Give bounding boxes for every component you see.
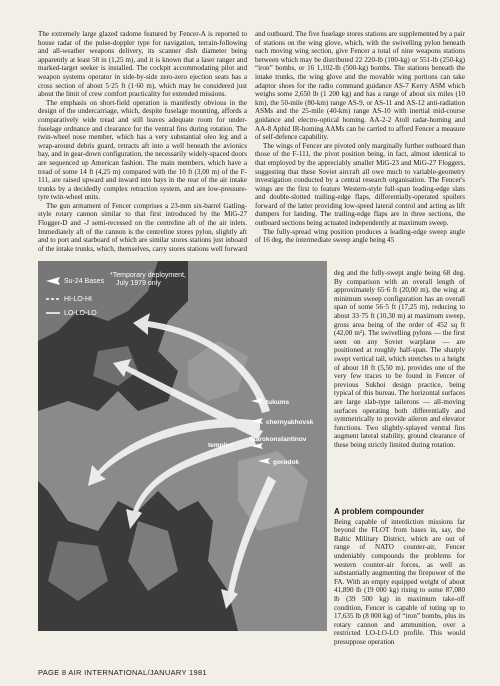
legend-bases: Su-24 Bases xyxy=(64,278,105,285)
map-svg xyxy=(38,261,327,631)
paragraph: deg and the fully-swept angle being 68 deg. By comparison with an overall length of approximately 65·6 ft (20,00 m), the wing at minimum sweep configuration has an overall span of some 56·5 ft (17,25 m), reducing to about 33·75 ft (10,30 m) at maximum sweep, gross area being of the order of 452 sq ft (42,00 m²). The swivelling pylons — the first seen on any Soviet warplane — are positioned at roughly half-span. The sharply swept vertical tail, which stretches to a height of about 18 ft (5,50 m), provides one of the very few traces to be found in Fencer of previous Sukhoi design practice, being typical of this bureau. The horizontal surfaces are large slab-type tailerons — all-moving surfaces operating both differentially and symmetrically to provide aileron and elevator functions. Two slightly-splayed ventral fins augment lateral stability, ground clearance of these being strictly limited during rotation. xyxy=(334,269,465,449)
paragraph: Being capable of interdiction missions far beyond the FLOT from bases in, say, the Baltic Military District, which are out of range of NATO counter-air, Fencer undeniably compounds the problems for western counter-air forces, as well as substantially augmenting the firepower of the FA. With an empty equipped weight of about 41,890 lb (19 000 kg) rising to some 87,080 lb (39 500 kg) in maximum take-off condition, Fencer is capable of toting up to 17,635 lb (8 000 kg) of “iron” bombs, plus its rotary cannon and ammunition, over a restricted LO-LO-LO profile. This would presuppose operation xyxy=(334,517,465,646)
paragraph: The extremely large glazed radome featured by Fencer-A is reported to house radar of the pulse-doppler type for navigation, terrain-following and all-weather weapons delivery, its scanner dish diameter being apparently at least 50 in (1,25 m), and it is known that a laser ranger and marked-target seeker is installed. The cockpit accommodating pilot and weapon systems operator in side-by-side zero-zero ejection seats has a cross section of about 5·25 ft (1·60 m), which may be considered just about the limit of crew comfort practicality for extended missions. xyxy=(38,30,247,99)
section-subhead: A problem compounder xyxy=(334,508,424,516)
legend-profile-hilohi: HI-LO-HI xyxy=(64,296,92,303)
europe-map-figure xyxy=(38,261,327,631)
place-chernyakhovsk: chernyakhovsk xyxy=(266,419,314,426)
place-tukums: tukums xyxy=(266,399,290,406)
legend-note-line1: *Temporary deployment, xyxy=(110,272,186,279)
place-gorodok: gorodok xyxy=(273,459,299,466)
right-column xyxy=(255,30,465,268)
paragraph: The fully-spread wing position produces a leading-edge sweep angle of 16 deg, the intermediate sweep angle being 45 xyxy=(255,227,465,245)
page-footer: PAGE 8 AIR INTERNATIONAL/JANUARY 1981 xyxy=(38,668,207,677)
narrow-column-lower xyxy=(334,508,465,666)
paragraph: The emphasis on short-field operation is manifestly obvious in the design of the undercarriage, which, despite fuselage mounting, affords a comparatively wide tread and still leaves adequate room for under-fuselage ordnance and clearance for the ventral fins during rotation. The twin-wheel nose member, which has a very substantial oleo leg and a wrap-around debris guard, retracts aft into a well beneath the avionics bay, and in gear-down configuration, the necessarily widely-spaced doors are sequenced up American fashion. The main members, which have a tread of some 14 ft (4,25 m) compared with the 10 ft (3,00 m) of the F-111, are raised upward and inward into bays in the rear of the air intake trunks by a decidedly complex retraction system, and are low-pressure-tyre twin-wheel units. xyxy=(38,98,247,202)
place-starokonstantinov: starokonstantinov xyxy=(250,436,307,443)
paragraph: and outboard. The five fuselage stores stations are supplemented by a pair of stations on the wing glove, which, with the swivelling pylon beneath each moving wing section, give Fencer a total of nine weapons stations between which may be distributed 22 220-lb (100-kg) or 551-lb (250-kg) “iron” bombs, or 16 1,102-lb (500-kg) bombs. The stations beneath the intake trunks, the wing glove and the movable wing portions can take adaptor shoes for the radio command guidance AS-7 Kerry ASM which weighs some 2,650 lb (1 200 kg) and has a range of about six miles (10 km), the 50-mile (80-km) range AS-9, or AS-11 and AS-12 anti-radiation ASMs and the 25-mile (40-km) range AS-10 with inertial mid-course guidance and electro-optical homing. AA-2-2 Atoll radar-homing and AA-8 Aphid IR-homing AAMs can be carried to afford Fencer a measure of self-defence capability. xyxy=(255,30,465,142)
paragraph: The gun armament of Fencer comprises a 23-mm six-barrel Gatling-style rotary cannon similar to that first introduced by the MiG-27 Flogger-D and -J semi-recessed on the centreline aft of the air inlets. Immediately aft of the cannon is the centreline stores pylon, slightly aft and to port and starboard of which are similar stores stations just inboard of the intake trunks, which, themselves, carry stores stations well forward xyxy=(38,201,247,253)
narrow-column xyxy=(334,269,465,506)
paragraph: The wings of Fencer are pivoted only marginally further outboard than those of the F-111, the pivot position being, in fact, almost identical to that employed by the appreciably smaller MiG-23 and MiG-27 Floggers, suggesting that these Soviet aircraft all owe much to variable-geometry investigation conducted by a central research organisation. The Fencer's wings are the first to feature Western-style full-span leading-edge slats and double-slotted trailing-edge flaps, differentially-operated spoilers forward of the latter providing low-speed lateral control and acting as lift dumpers for landing. The trailing-edge flaps are in three sections, the outboard sections being actuated independently at maximum sweep. xyxy=(255,141,465,228)
left-column xyxy=(38,30,247,256)
place-templin: templin* xyxy=(208,442,234,449)
legend-profile-lololo: LO-LO-LO xyxy=(64,310,97,317)
legend-note-line2: July 1979 only xyxy=(116,280,161,287)
